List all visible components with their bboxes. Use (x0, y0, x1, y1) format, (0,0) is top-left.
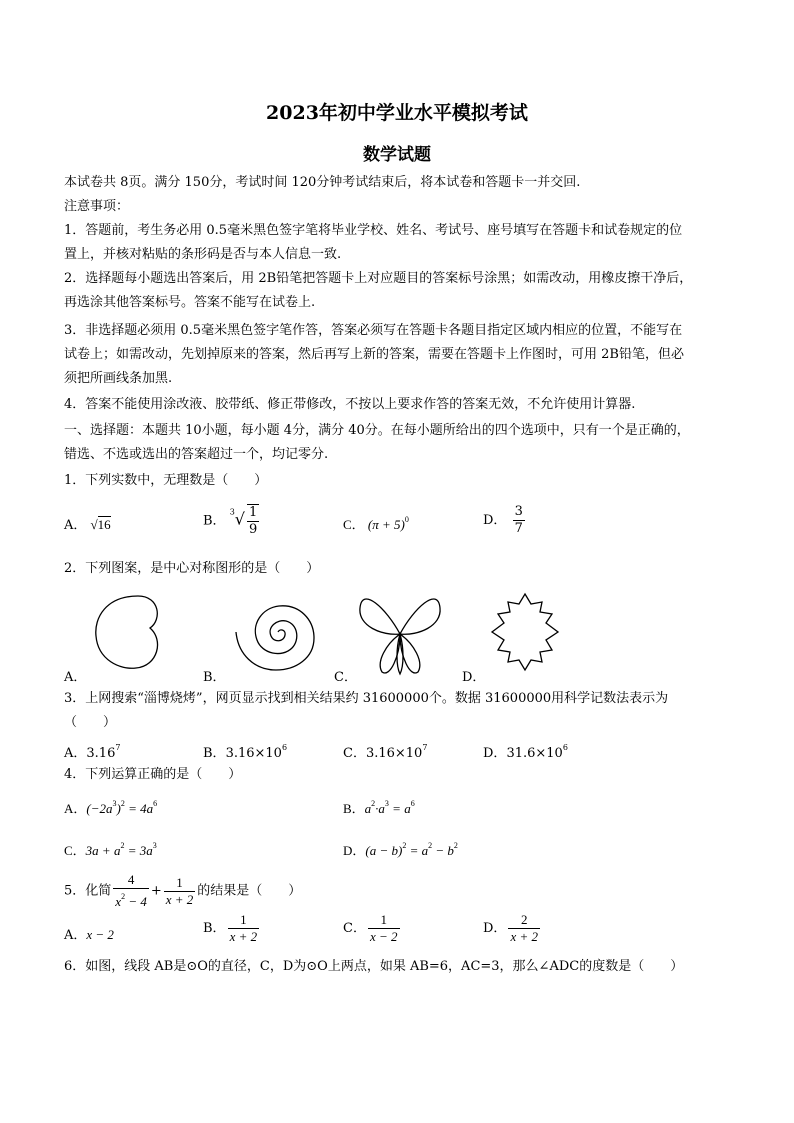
q5-c-den: x − 2 (369, 929, 398, 944)
q4-a-close: ) (116, 801, 121, 816)
q3-stem-line-1: 3．上网搜索“淄博烧烤”，网页显示找到相关结果约 31600000个。数据 31600000用科学记数法表示为 (64, 691, 669, 706)
q5-c-label: C． (343, 921, 366, 936)
q3-b-exp: 6 (281, 743, 288, 752)
q1-b-den: 9 (249, 522, 258, 537)
q1-c-expr: (π + 5) (367, 517, 405, 532)
q4-c-lhs: 3a + a (85, 843, 121, 858)
q2-label-c: C． (334, 670, 357, 685)
section-1-line-2: 错选、不选或选出的答案超过一个，均记零分. (64, 447, 329, 462)
q5-a-label: A． (64, 928, 87, 943)
q5-option-c (343, 912, 402, 945)
q1-a-expr: 16 (97, 517, 111, 532)
butterfly-figure (356, 588, 444, 678)
q4-a-outer-exp: 2 (120, 799, 125, 808)
q1-b-label: B． (203, 513, 226, 529)
q4-d-lhs: (a − b) (365, 843, 403, 858)
section-1-line-1: 一、选择题：本题共 10小题，每小题 4分，满分 40分。在每小题所给出的四个选项中，只有一个是正确的， (64, 423, 690, 438)
q3-b-base: 3.16×10 (225, 746, 282, 761)
notice-title: 注意事项： (64, 199, 130, 214)
q4-b-exp-3: 6 (410, 799, 415, 808)
q5-a-expr: x − 2 (86, 927, 114, 942)
q3-c-label: C． (343, 746, 366, 761)
note-3-line-2: 试卷上；如需改动，先划掉原来的答案，然后再写上新的答案，需要在答题卡上作图时，可用 2B铅笔，但必 (64, 347, 684, 362)
q5-stem-prefix: 5．化简 (64, 883, 112, 899)
q5-f1-num: 4 (113, 872, 149, 889)
q1-option-c (343, 514, 409, 533)
note-1-line-2: 置上，并核对粘贴的条形码是否与本人信息一致. (64, 247, 342, 262)
q3-option-a (64, 742, 120, 761)
q4-a-label: A． (64, 801, 87, 816)
q6-stem: 6．如图，线段 AB是⊙O的直径，C，D为⊙O上两点，如果 AB=6，AC=3，那么∠ADC的度数是（ ） (64, 959, 684, 974)
q3-c-base: 3.16×10 (365, 746, 423, 761)
q4-d-exp-1: 2 (402, 841, 407, 850)
q4-d-label: D． (343, 843, 366, 858)
note-2-line-1: 2．选择题每小题选出答案后，用 2B铅笔把答题卡上对应题目的答案标号涂黑；如需改动，用橡皮擦干净后， (64, 271, 693, 286)
q4-option-d (343, 840, 458, 859)
q4-d-exp-2: 2 (428, 841, 433, 850)
q4-c-rhs: = 3a (124, 843, 153, 858)
q4-d-rhs-1: = a (406, 843, 429, 858)
q4-a-rhs-exp: 6 (153, 799, 158, 808)
q5-f1-den-rest: − 4 (125, 894, 147, 909)
q4-a-inner: (−2a (86, 801, 113, 816)
q3-d-base: 31.6×10 (506, 746, 563, 761)
q4-stem: 4．下列运算正确的是（ ） (64, 767, 242, 782)
q5-d-num: 2 (508, 912, 540, 929)
q4-b-mid: ·a (375, 801, 385, 816)
q4-c-exp-2: 3 (152, 841, 157, 850)
q4-d-exp-3: 2 (453, 841, 458, 850)
q5-stem (64, 872, 301, 910)
cardioid-figure (92, 590, 162, 674)
q1-c-exp: 0 (404, 515, 409, 524)
q4-a-rhs: = 4a (124, 801, 154, 816)
q1-option-a: A． √16 (64, 517, 111, 533)
q3-d-exp: 6 (562, 743, 568, 752)
q4-c-label: C． (64, 843, 86, 858)
q3-c-exp: 7 (422, 743, 428, 752)
q3-option-c (343, 742, 427, 761)
q4-option-b (343, 798, 415, 817)
q5-c-num: 1 (368, 912, 400, 929)
q3-d-label: D． (483, 746, 507, 761)
note-1-line-1: 1．答题前，考生务必用 0.5毫米黑色签字笔将毕业学校、姓名、考试号、座号填写在答题卡和试卷规定的位 (64, 223, 683, 238)
q4-option-c (64, 840, 157, 859)
exam-subtitle: 数学试题 (363, 145, 431, 165)
q1-stem: 1．下列实数中，无理数是（ ） (64, 473, 268, 488)
q5-b-num: 1 (228, 912, 260, 929)
q2-label-d: D． (462, 670, 486, 685)
note-2-line-2: 再选涂其他答案标号。答案不能写在试卷上. (64, 295, 316, 310)
q2-label-a: A． (64, 670, 87, 685)
intro-text: 本试卷共 8页。满分 150分，考试时间 120分钟考试结束后，将本试卷和答题卡一并交回. (64, 175, 581, 190)
q3-a-label: A． (64, 746, 87, 761)
q4-c-exp-1: 2 (120, 841, 125, 850)
q5-d-den: x + 2 (510, 929, 538, 944)
q3-option-d (483, 742, 568, 761)
q2-stem: 2．下列图案，是中心对称图形的是（ ） (64, 561, 320, 576)
q3-a-base: 3.16 (86, 746, 116, 761)
q4-b-lhs: a (364, 801, 372, 816)
snowflake-figure (486, 590, 564, 674)
q3-a-exp: 7 (115, 743, 121, 752)
q4-a-inner-exp: 3 (112, 799, 117, 808)
q4-b-exp-1: 2 (371, 799, 376, 808)
note-4: 4．答案不能使用涂改液、胶带纸、修正带修改，不按以上要求作答的答案无效，不允许使用计算器. (64, 397, 636, 412)
q3-option-b (203, 742, 287, 761)
q1-c-label: C． (343, 517, 365, 532)
q1-a-label: A． (64, 518, 87, 533)
q5-stem-suffix: 的结果是（ ） (197, 883, 302, 899)
note-3-line-1: 3．非选择题必须用 0.5毫米黑色签字笔作答，答案必须写在答题卡各题目指定区域内相应的位置，不能写在 (64, 323, 683, 338)
q5-f1-den-exp: 2 (121, 892, 126, 901)
q1-option-d (483, 504, 527, 537)
q5-option-b (203, 912, 261, 945)
note-3-line-3: 须把所画线条加黑. (64, 371, 173, 386)
q5-b-den: x + 2 (229, 929, 258, 944)
q1-d-num: 3 (514, 504, 523, 519)
q1-b-num: 1 (249, 505, 258, 520)
q5-d-label: D． (483, 921, 507, 936)
exam-title: 2023年初中学业水平模拟考试 (266, 102, 528, 124)
q5-option-a (64, 924, 114, 943)
q1-d-den: 7 (514, 521, 523, 536)
q5-f2-den: x + 2 (165, 891, 194, 907)
q2-label-b: B． (203, 670, 226, 685)
q5-f2-num: 1 (164, 875, 196, 892)
q1-b-index: 3 (229, 507, 235, 517)
q1-option-b: B． $^3$√ $\frac{1}{9}$ (203, 505, 258, 537)
q1-d-label: D． (483, 513, 507, 528)
q4-option-a (64, 798, 157, 817)
q4-d-rhs-2: − b (432, 843, 454, 858)
q4-b-rhs: = a (388, 801, 411, 816)
spiral-figure (232, 588, 324, 674)
q5-option-d (483, 912, 542, 945)
q4-b-exp-2: 3 (384, 799, 389, 808)
q4-b-label: B． (343, 801, 365, 816)
q3-stem-line-2: （ ） (64, 715, 117, 730)
q5-plus: + (150, 883, 162, 899)
q5-f1-den-x: x (115, 894, 122, 909)
q3-b-label: B． (203, 746, 226, 761)
q5-b-label: B． (203, 921, 226, 936)
